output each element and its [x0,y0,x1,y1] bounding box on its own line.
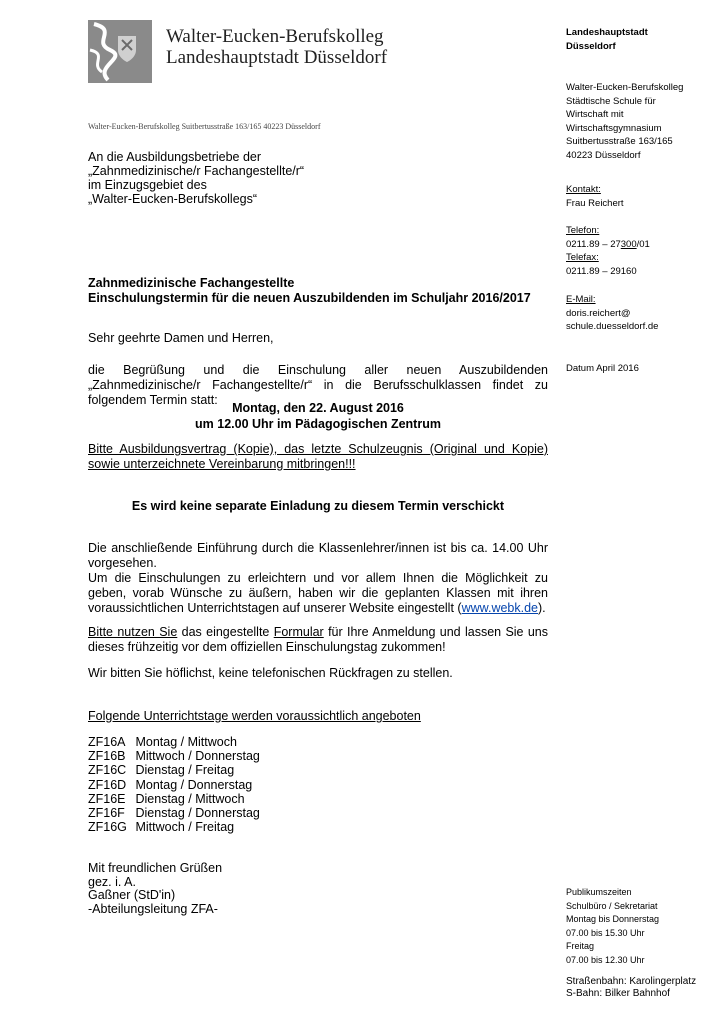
schedule-heading: Folgende Unterrichtstage werden voraussichtlich angeboten [88,709,421,723]
fax-number: 0211.89 – 29160 [566,265,637,277]
sidebar-city-line1: Landeshauptstadt [566,27,648,38]
event-date-line1: Montag, den 22. August 2016 [232,401,404,415]
email-line2[interactable]: schule.duesseldorf.de [566,321,659,332]
org-title [166,26,387,68]
intro-info-paragraph [88,541,548,616]
contact-label: Kontakt: [566,184,601,195]
event-date-line2: um 12.00 Uhr im Pädagogischen Zentrum [195,417,441,431]
intro-paragraph: die Begrüßung und die Einschulung aller neuen Auszubildenden „Zahnmedizinische/r Fachangestellte/r“ in die Berufsschulklassen findet zu folgendem Termin statt: [88,363,548,407]
subject [88,276,531,306]
org-title-line1: Walter-Eucken-Berufskolleg [166,26,384,47]
form-link[interactable]: Formular [273,625,324,639]
org-title-line2: Landeshauptstadt Düsseldorf [166,47,388,68]
recipient-address [88,150,304,206]
schedule-row [88,806,260,820]
form-please-use: Bitte nutzen Sie [88,625,178,639]
tram-info: Straßenbahn: Karolingerplatz [566,976,697,987]
intro-info-text: Die anschließende Einführung durch die Klassenlehrer/innen ist bis ca. 14.00 Uhr vorgesehen. [88,541,548,570]
salutation: Sehr geehrte Damen und Herren, [88,331,274,345]
school-logo [88,20,152,83]
hours-line: Schulbüro / Sekretariat [566,900,658,911]
schedule-row [88,820,260,834]
class-days: Mittwoch / Freitag [135,820,235,835]
form-paragraph [88,625,548,655]
school-line: Walter-Eucken-Berufskolleg [566,82,684,93]
schedule-row [88,735,260,749]
form-text-end: für Ihre Anmeldung und lassen Sie uns dieses frühzeitig vor dem offiziellen Einschulungstag zukommen! [88,625,548,654]
wishes-text: Um die Einschulungen zu erleichtern und vor allem Ihnen die Möglichkeit zu geben, vorab Wünsche zu äußern, haben wir die geplanten Klassen mit ihren voraussichtlichen Unterrichtstagen auf unserer Website eingestellt ( [88,571,548,615]
address-line: „Walter-Eucken-Berufskollegs“ [88,192,258,206]
sidebar-city-line2: Düsseldorf [566,40,616,52]
document-date: Datum April 2016 [566,363,639,374]
sidebar-phone [566,224,716,278]
schedule-row [88,763,260,777]
no-invitation-note: Es wird keine separate Einladung zu diesem Termin verschickt [131,499,505,513]
subject-line1: Zahnmedizinische Fachangestellte [88,276,295,290]
school-line: 40223 Düsseldorf [566,149,641,161]
sidebar-city [566,26,716,53]
schedule-row [88,778,260,792]
class-days: Dienstag / Donnerstag [135,806,260,821]
sbahn-info: S-Bahn: Bilker Bahnhof [566,988,670,999]
school-line: Wirtschaft mit [566,109,624,120]
logo-emblem-icon [88,20,152,83]
hours-line: 07.00 bis 12.30 Uhr [566,954,645,965]
phone-ext: 300 [620,238,637,250]
closing-line: gez. i. A. [88,874,136,889]
website-link[interactable]: www.webk.de [461,601,539,615]
fax-label: Telefax: [566,252,599,263]
hours-line: Publikumszeiten [566,887,632,897]
sender-return-line: Walter-Eucken-Berufskolleg Suitbertusstraße 163/165 40223 Düsseldorf [88,122,321,131]
schedule-row [88,749,260,763]
email-line1[interactable]: doris.reichert@ [566,307,631,319]
form-text: das eingestellte [177,625,274,639]
sidebar-email [566,293,716,334]
sidebar-contact [566,183,716,210]
phone-pre: 0211.89 – 27 [566,238,621,250]
schedule-list [88,735,260,834]
class-days: Dienstag / Mittwoch [135,791,245,806]
school-line: Wirtschaftsgymnasium [566,122,662,134]
class-days: Mittwoch / Donnerstag [135,749,260,764]
class-days: Montag / Donnerstag [135,777,253,792]
office-hours [566,886,725,967]
school-line: Städtische Schule für [566,95,656,107]
phone-label: Telefon: [566,225,600,236]
address-line: An die Ausbildungsbetriebe der [88,150,262,164]
transport-info [566,976,725,1000]
wishes-text-end: ). [538,601,546,615]
closing-line: Gaßner (StD'in) [88,888,176,903]
class-code: ZF16E [88,791,126,806]
class-days: Dienstag / Freitag [135,763,235,778]
hours-line: 07.00 bis 15.30 Uhr [566,927,645,938]
class-code: ZF16G [88,820,127,835]
class-days: Montag / Mittwoch [135,735,237,749]
class-code: ZF16D [88,777,127,792]
class-code: ZF16C [88,763,127,778]
class-code: ZF16F [88,806,125,821]
phone-post: /01 [636,238,650,250]
subject-line2: Einschulungstermin für die neuen Auszubildenden im Schuljahr 2016/2017 [88,291,531,305]
closing-block [88,862,548,916]
address-line: im Einzugsgebiet des [88,178,207,192]
contact-name: Frau Reichert [566,197,624,209]
hours-line: Freitag [566,941,595,951]
event-date [88,400,548,432]
hours-line: Montag bis Donnerstag [566,914,660,924]
closing-line: Mit freundlichen Grüßen [88,861,223,875]
email-label: E-Mail: [566,294,596,305]
class-code: ZF16B [88,749,126,764]
no-calls-note: Wir bitten Sie höflichst, keine telefonischen Rückfragen zu stellen. [88,666,453,680]
school-line: Suitbertusstraße 163/165 [566,136,673,147]
phone-number [566,238,716,252]
class-code: ZF16A [88,735,126,749]
bring-documents-note: Bitte Ausbildungsvertrag (Kopie), das letzte Schulzeugnis (Original und Kopie) sowie unterzeichnete Vereinbarung mitbringen!!! [88,442,548,471]
sidebar-school [566,81,716,162]
closing-line: -Abteilungsleitung ZFA- [88,901,218,916]
schedule-row [88,792,260,806]
address-line: „Zahnmedizinische/r Fachangestellte/r“ [88,164,305,178]
